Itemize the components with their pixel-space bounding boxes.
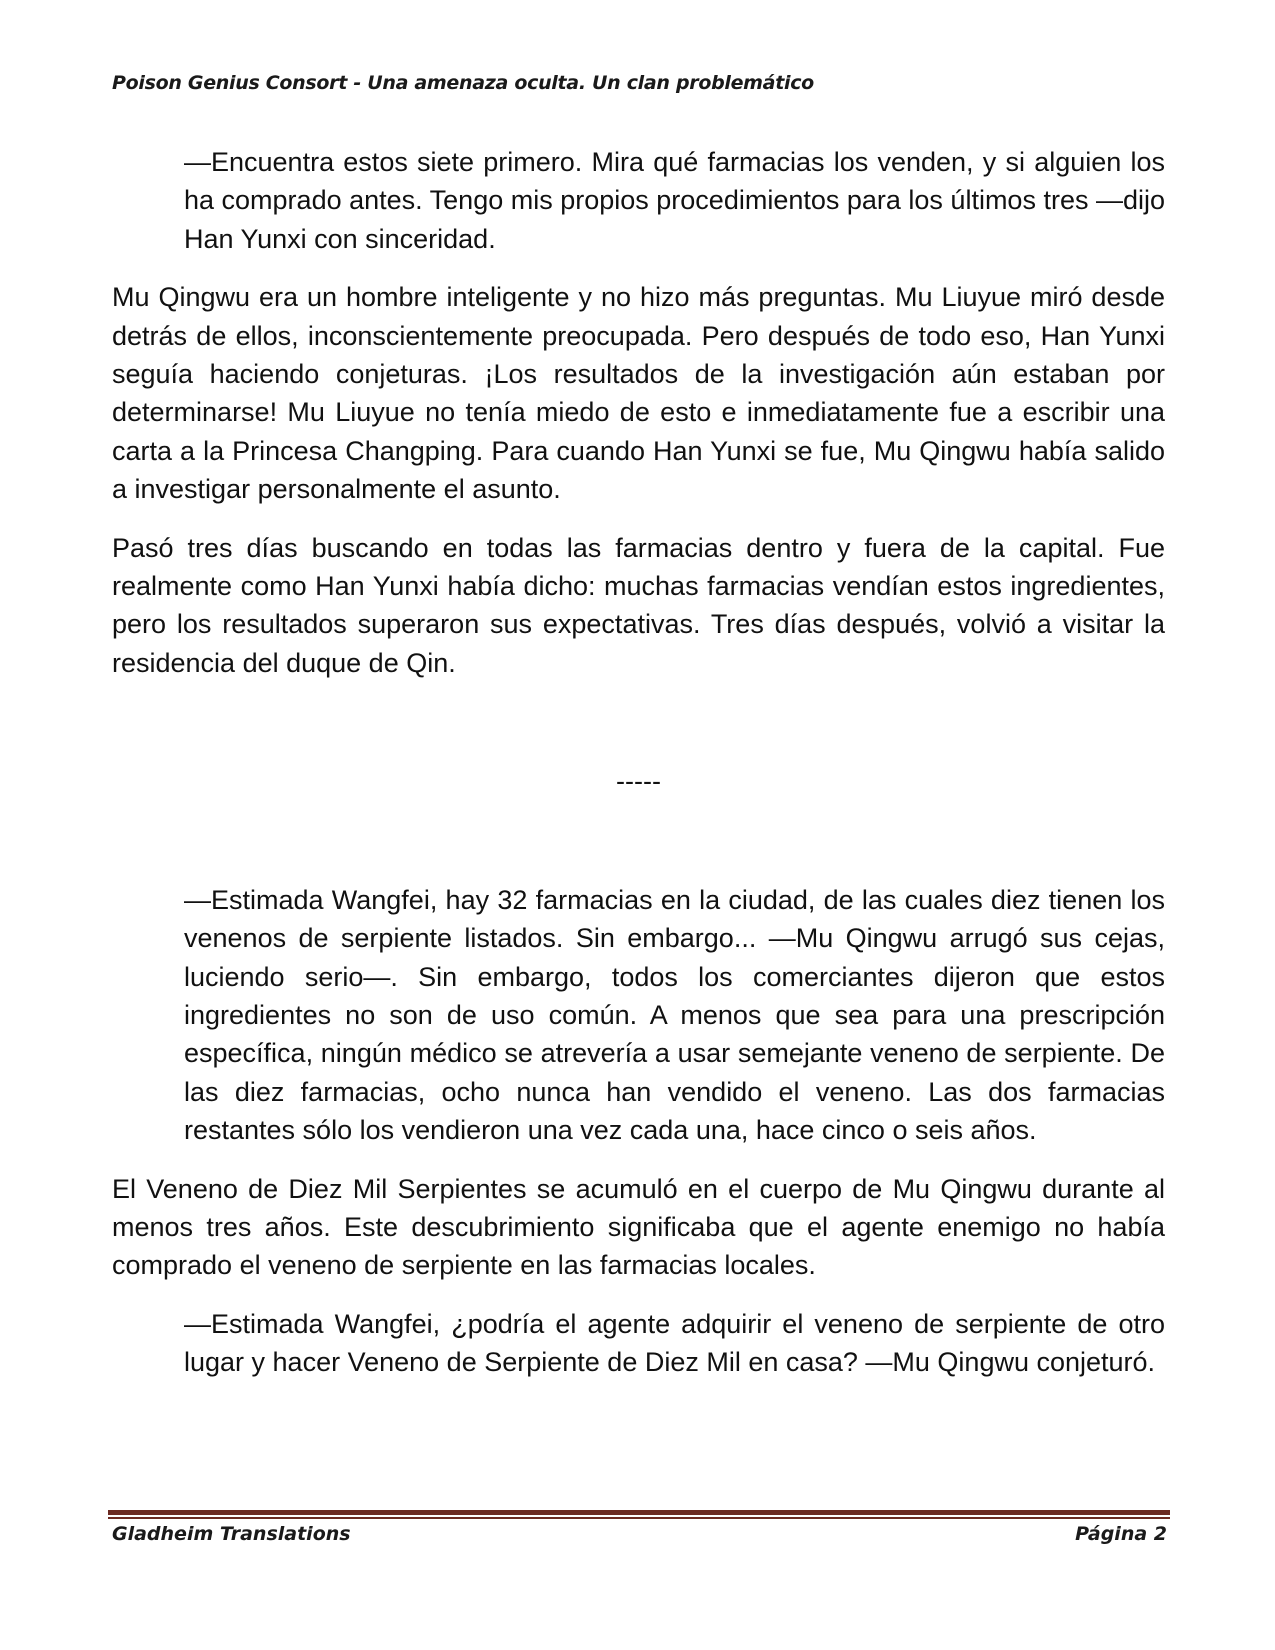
footer-page-number: Página 2	[1075, 1523, 1167, 1545]
page-header-title: Poison Genius Consort - Una amenaza oculta. Un clan problemático	[112, 72, 814, 94]
footer-translator-name: Gladheim Translations	[112, 1523, 351, 1545]
scene-separator: -----	[616, 766, 661, 797]
footer-divider	[108, 1510, 1170, 1519]
paragraph-dialogue-2: —Estimada Wangfei, hay 32 farmacias en la ciudad, de las cuales diez tienen los venenos de serpiente listados. Sin embargo... —Mu Qingwu arrugó sus cejas, luciendo serio—. Sin embargo, todos los comerciantes dijeron que estos ingredientes no son de uso común. A menos que sea para una prescripción específica, ningún médico se atrevería a usar semejante veneno de serpiente. De las diez farmacias, ocho nunca han vendido el veneno. Las dos farmacias restantes sólo los vendieron una vez cada una, hace cinco o seis años.	[184, 884, 1165, 1146]
paragraph-dialogue-1: —Encuentra estos siete primero. Mira qué farmacias los venden, y si alguien los ha comprado antes. Tengo mis propios procedimientos para los últimos tres —dijo Han Yunxi con sinceridad.	[184, 147, 1165, 254]
paragraph-dialogue-3: —Estimada Wangfei, ¿podría el agente adquirir el veneno de serpiente de otro lugar y hacer Veneno de Serpiente de Diez Mil en casa? —Mu Qingwu conjeturó.	[184, 1308, 1165, 1378]
paragraph-narrative-1: Mu Qingwu era un hombre inteligente y no hizo más preguntas. Mu Liuyue miró desde detrás de ellos, inconscientemente preocupada. Pero después de todo eso, Han Yunxi seguía haciendo conjeturas. ¡Los resultados de la investigación aún estaban por determinarse! Mu Liuyue no tenía miedo de esto e inmediatamente fue a escribir una carta a la Princesa Changping. Para cuando Han Yunxi se fue, Mu Qingwu había salido a investigar personalmente el asunto.	[112, 282, 1165, 505]
footer-divider-thick	[108, 1510, 1170, 1515]
paragraph-narrative-2: Pasó tres días buscando en todas las farmacias dentro y fuera de la capital. Fue realmente como Han Yunxi había dicho: muchas farmacias vendían estos ingredientes, pero los resultados superaron sus expectativas. Tres días después, volvió a visitar la residencia del duque de Qin.	[112, 532, 1165, 678]
footer-divider-thin	[108, 1517, 1170, 1519]
document-body	[112, 143, 1165, 1402]
paragraph-narrative-3: El Veneno de Diez Mil Serpientes se acumuló en el cuerpo de Mu Qingwu durante al menos tres años. Este descubrimiento significaba que el agente enemigo no había comprado el veneno de serpiente en las farmacias locales.	[112, 1173, 1165, 1281]
